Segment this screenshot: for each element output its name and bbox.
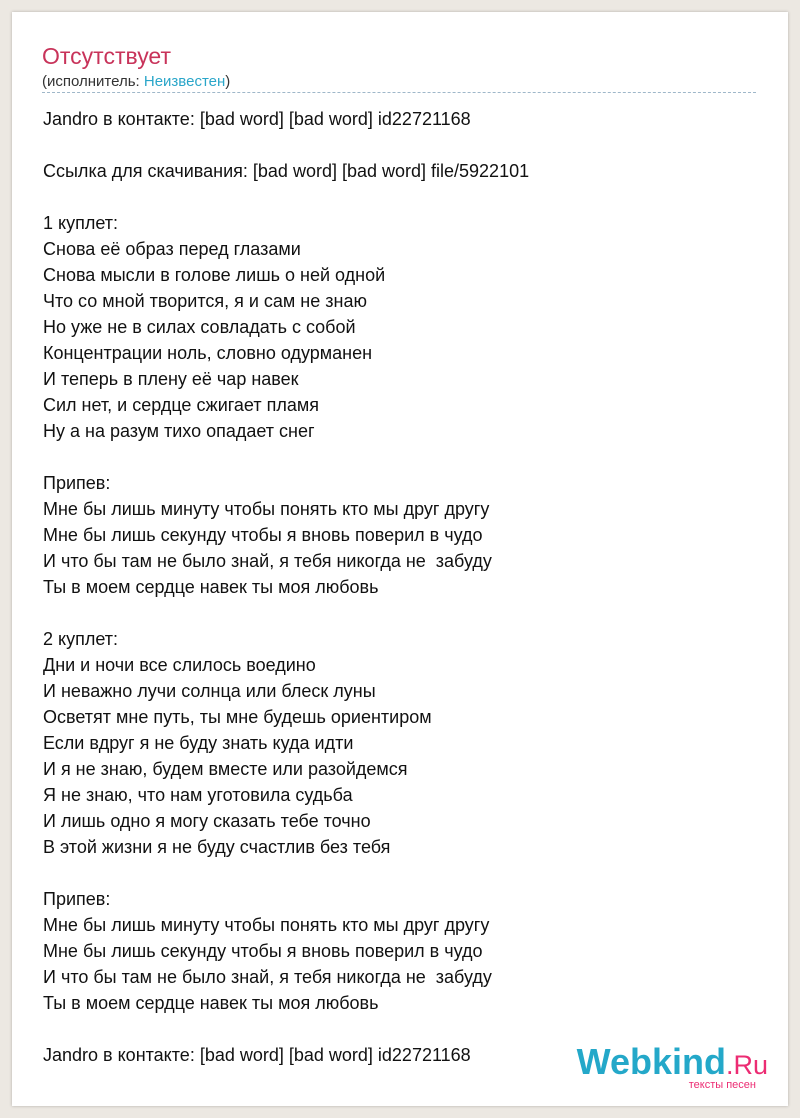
lyric-line: Мне бы лишь секунду чтобы я вновь поверил в чудо [43,525,483,545]
lyric-line: И что бы там не было знай, я тебя никогда не забуду [43,967,492,987]
lyric-line: И я не знаю, будем вместе или разойдемся [43,759,408,779]
lyric-line: Что со мной творится, я и сам не знаю [43,291,367,311]
artist-prefix: (исполнитель: [42,73,144,90]
lyric-line: Осветят мне путь, ты мне будешь ориентиром [43,707,432,727]
lyric-line: Если вдруг я не буду знать куда идти [43,733,354,753]
logo-wordmark: Webkind [576,1041,726,1082]
lyric-line: В этой жизни я не буду счастлив без тебя [43,837,391,857]
artist-suffix: ) [225,73,231,90]
lyric-line [43,184,743,210]
lyric-line: Мне бы лишь минуту чтобы понять кто мы друг другу [43,915,490,935]
lyric-line: Ссылка для скачивания: [bad word] [bad word] file/5922101 [43,161,530,181]
lyric-line [43,444,743,470]
lyric-line: Мне бы лишь минуту чтобы понять кто мы друг другу [43,499,490,519]
lyric-line: Jandro в контакте: [bad word] [bad word] id22721168 [43,1045,471,1065]
title-divider [42,92,756,93]
logo-tagline: тексты песен [688,1079,756,1091]
lyric-line [43,860,743,886]
lyric-line [43,132,743,158]
lyric-line [43,1016,743,1042]
lyric-line: Мне бы лишь секунду чтобы я вновь поверил в чудо [43,941,483,961]
lyric-line: Я не знаю, что нам уготовила судьба [43,785,353,805]
artist-link[interactable]: Неизвестен [143,73,226,90]
lyric-line: Припев: [43,889,111,909]
lyric-line: И что бы там не было знай, я тебя никогда не забуду [43,551,492,571]
lyric-line: 1 куплет: [43,213,118,233]
logo-domain: .Ru [725,1050,768,1080]
lyric-line: И теперь в плену её чар навек [43,369,299,389]
lyric-line: Ты в моем сердце навек ты моя любовь [43,993,379,1013]
lyric-line: Дни и ночи все слилось воедино [43,655,316,675]
lyric-line: Jandro в контакте: [bad word] [bad word] id22721168 [43,109,471,129]
lyric-line: Сил нет, и сердце сжигает пламя [43,395,319,415]
lyric-line: Ну а на разум тихо опадает снег [43,421,315,441]
lyrics-text [43,106,743,1068]
lyric-line: Снова мысли в голове лишь о ней одной [43,265,386,285]
artist-line [42,73,230,91]
song-title: Отсутствует [42,43,171,69]
lyric-line: Ты в моем сердце навек ты моя любовь [43,577,379,597]
lyrics-page [12,12,788,1106]
lyric-line: И неважно лучи солнца или блеск луны [43,681,376,701]
lyric-line: И лишь одно я могу сказать тебе точно [43,811,371,831]
site-logo[interactable] [577,1043,768,1091]
lyric-line [43,600,743,626]
lyric-line: Снова её образ перед глазами [43,239,301,259]
lyric-line: 2 куплет: [43,629,118,649]
lyric-line: Но уже не в силах совладать с собой [43,317,356,337]
lyric-line: Концентрации ноль, словно одурманен [43,343,373,363]
lyric-line: Припев: [43,473,111,493]
